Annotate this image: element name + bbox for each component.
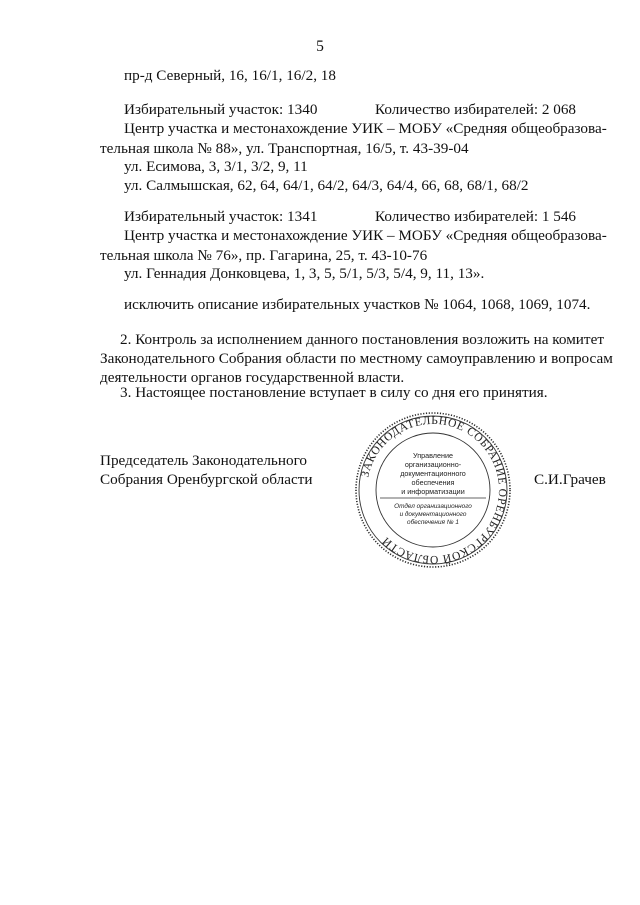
- seal-inner-line-3: документационного: [400, 469, 466, 478]
- official-seal: [353, 410, 513, 570]
- seal-dept-line-2: и документационного: [399, 511, 467, 518]
- paragraph-3: 3. Настоящее постановление вступает в силу со дня его принятия.: [120, 384, 548, 401]
- exclude-paragraph: исключить описание избирательных участков № 1064, 1068, 1069, 1074.: [124, 296, 591, 313]
- seal-inner-line-5: и информатизации: [401, 487, 465, 496]
- page-number: 5: [316, 38, 324, 55]
- paragraph-2-line3: деятельности органов государственной власти.: [100, 369, 405, 386]
- precinct-1341-voters: Количество избирателей: 1 546: [375, 208, 577, 225]
- precinct-1340-address-1: ул. Есимова, 3, 3/1, 3/2, 9, 11: [124, 158, 308, 175]
- precinct-1341-address-1: ул. Геннадия Донковцева, 1, 3, 5, 5/1, 5/3, 5/4, 9, 11, 13».: [124, 265, 485, 282]
- precinct-1340-voters: Количество избирателей: 2 068: [375, 101, 577, 118]
- precinct-1341-center-line2: тельная школа № 76», пр. Гагарина, 25, т. 43-10-76: [100, 247, 428, 264]
- seal-inner-line-4: обеспечения: [411, 478, 455, 487]
- seal-graphic: [353, 410, 513, 570]
- precinct-1340-label: Избирательный участок: 1340: [124, 101, 318, 118]
- precinct-1341-center-line1: Центр участка и местонахождение УИК – МОБУ «Средняя общеобразова-: [124, 227, 607, 244]
- seal-inner-line-2: организационно-: [404, 460, 462, 469]
- signatory-title-line1: Председатель Законодательного: [100, 452, 308, 469]
- seal-outer-text: ЗАКОНОДАТЕЛЬНОЕ СОБРАНИЕ ОРЕНБУРГСКОЙ ОБЛАСТИ: [359, 414, 509, 566]
- precinct-1340-center-line1: Центр участка и местонахождение УИК – МОБУ «Средняя общеобразова-: [124, 120, 607, 137]
- paragraph-2-line2: Законодательного Собрания области по местному самоуправлению и вопросам: [100, 350, 613, 367]
- signatory-title-line2: Собрания Оренбургской области: [100, 471, 313, 488]
- signatory-name: С.И.Грачев: [534, 471, 606, 488]
- precinct-1340-address-2: ул. Салмышская, 62, 64, 64/1, 64/2, 64/3, 64/4, 66, 68, 68/1, 68/2: [124, 177, 529, 194]
- address-line: пр-д Северный, 16, 16/1, 16/2, 18: [124, 67, 336, 84]
- seal-dept-line-3: обеспечения № 1: [407, 519, 459, 526]
- precinct-1341-label: Избирательный участок: 1341: [124, 208, 318, 225]
- precinct-1340-center-line2: тельная школа № 88», ул. Транспортная, 16/5, т. 43-39-04: [100, 140, 469, 157]
- paragraph-2-line1: 2. Контроль за исполнением данного постановления возложить на комитет: [120, 331, 604, 348]
- seal-inner-line-1: Управление: [413, 451, 453, 460]
- seal-dept-line-1: Отдел организационного: [394, 503, 472, 510]
